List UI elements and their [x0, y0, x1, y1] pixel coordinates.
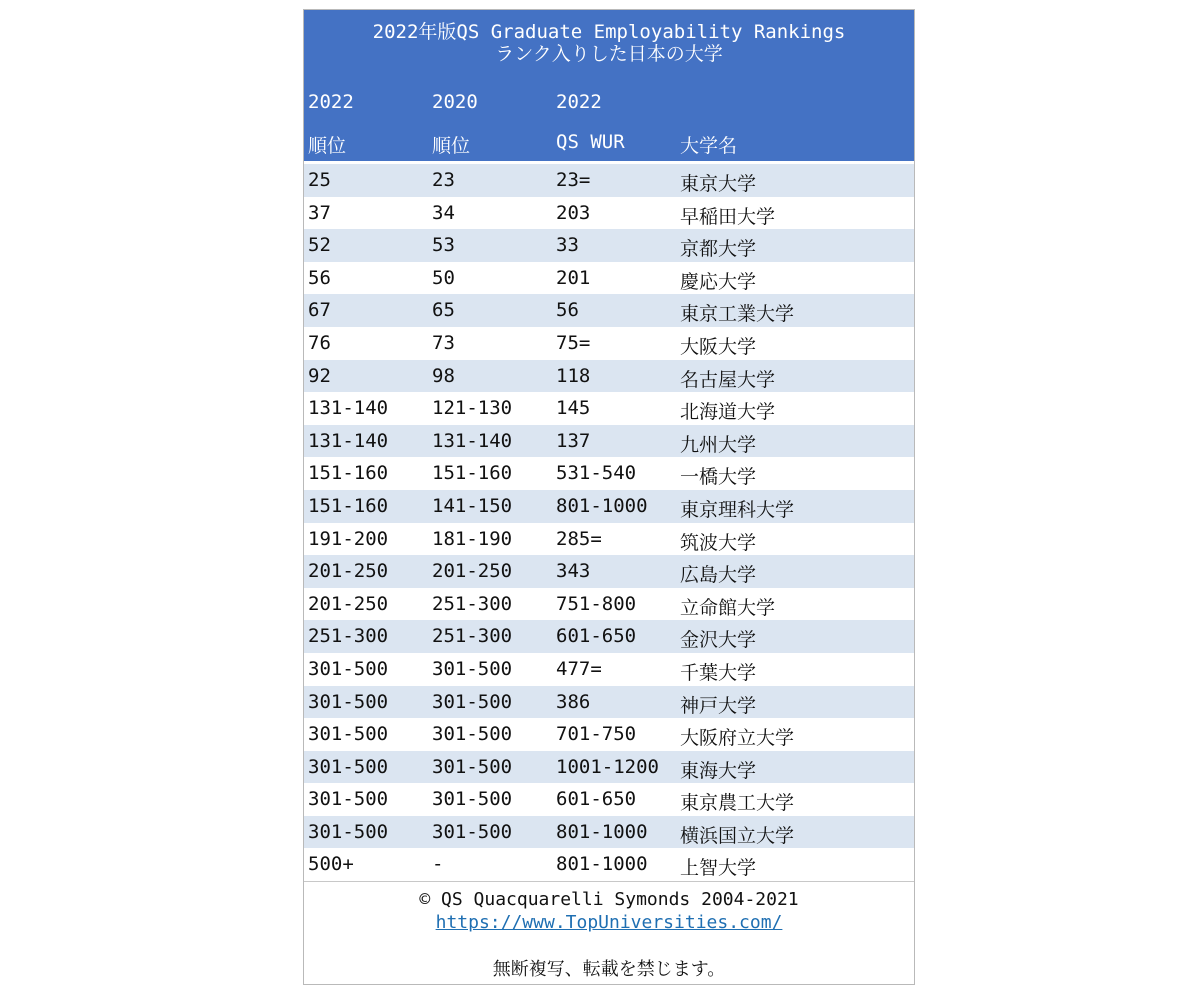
rank-cell: 251-300	[432, 625, 513, 648]
rank-cell: 56	[556, 299, 579, 322]
university-name-cell: 東京大学	[680, 173, 757, 195]
table-footer	[304, 881, 914, 982]
rank-cell: 201-250	[308, 560, 389, 583]
rank-cell: 301-500	[308, 788, 389, 811]
university-name-cell: 千葉大学	[680, 661, 757, 684]
rank-cell: 301-500	[308, 723, 389, 746]
column-header-row-1	[304, 87, 914, 123]
table-row	[304, 164, 914, 197]
copyright-text: © QS Quacquarelli Symonds 2004-2021	[419, 889, 799, 911]
rank-cell: 301-500	[432, 723, 513, 746]
table-row	[304, 816, 914, 849]
column-header: 順位	[308, 135, 347, 157]
table-row	[304, 588, 914, 621]
rank-cell: 386	[556, 690, 591, 713]
rank-cell: 65	[432, 299, 455, 322]
table-row	[304, 751, 914, 784]
table-row	[304, 197, 914, 230]
rank-cell: 141-150	[432, 494, 513, 517]
rank-cell: 701-750	[556, 723, 637, 746]
rank-cell: 98	[432, 364, 455, 387]
rank-cell: 251-300	[308, 625, 389, 648]
column-header: QS WUR	[556, 131, 625, 153]
rank-cell: 801-1000	[556, 853, 648, 876]
rank-cell: 121-130	[432, 397, 513, 420]
rank-cell: 131-140	[308, 397, 389, 420]
rank-cell: 137	[556, 429, 591, 452]
column-header: 順位	[432, 135, 471, 157]
university-name-cell: 神戸大学	[680, 694, 757, 717]
rank-cell: 201-250	[432, 560, 513, 583]
rank-cell: 131-140	[308, 429, 389, 452]
table-header	[304, 10, 914, 161]
table-row	[304, 555, 914, 588]
university-name-cell: 広島大学	[680, 564, 757, 587]
university-name-cell: 筑波大学	[680, 531, 757, 554]
university-name-cell: 金沢大学	[680, 629, 757, 652]
rank-cell: 343	[556, 560, 591, 583]
rank-cell: 301-500	[432, 690, 513, 713]
rank-cell: 23=	[556, 169, 591, 191]
rank-cell: 251-300	[432, 592, 513, 615]
column-header-row-2	[304, 127, 914, 163]
university-name-cell: 大阪大学	[680, 335, 757, 358]
university-name-cell: 早稲田大学	[680, 205, 776, 228]
rank-cell: 23	[432, 169, 455, 191]
university-name-cell: 慶応大学	[680, 270, 757, 293]
rank-cell: 301-500	[432, 755, 513, 778]
rank-cell: 56	[308, 266, 331, 289]
rank-cell: 751-800	[556, 592, 637, 615]
table-row	[304, 620, 914, 653]
rank-cell: 301-500	[308, 755, 389, 778]
rank-cell: 500+	[308, 853, 354, 876]
table-title	[304, 10, 914, 65]
table-body	[304, 164, 914, 881]
table-row	[304, 783, 914, 816]
title-line-2: ランク入りした日本の大学	[495, 43, 723, 65]
rank-cell: 151-160	[308, 494, 389, 517]
rank-cell: 301-500	[432, 657, 513, 680]
table-row	[304, 523, 914, 556]
university-name-cell: 東京理科大学	[680, 498, 795, 521]
university-name-cell: 東海大学	[680, 759, 757, 782]
rank-cell: 50	[432, 266, 455, 289]
rank-cell: 531-540	[556, 462, 637, 485]
rank-cell: 151-160	[432, 462, 513, 485]
rank-cell: -	[432, 853, 444, 876]
university-name-cell: 上智大学	[680, 857, 757, 880]
table-row	[304, 490, 914, 523]
table-row	[304, 392, 914, 425]
rank-cell: 285=	[556, 527, 602, 550]
rank-cell: 477=	[556, 657, 602, 680]
rank-cell: 92	[308, 364, 331, 387]
table-row	[304, 360, 914, 393]
rank-cell: 301-500	[308, 820, 389, 843]
column-header: 大学名	[680, 135, 738, 157]
university-name-cell: 一橋大学	[680, 466, 757, 489]
university-name-cell: 大阪府立大学	[680, 727, 795, 750]
table-row	[304, 262, 914, 295]
rank-cell: 301-500	[308, 657, 389, 680]
rank-cell: 131-140	[432, 429, 513, 452]
rank-cell: 203	[556, 201, 591, 224]
rank-cell: 191-200	[308, 527, 389, 550]
table-row	[304, 457, 914, 490]
rank-cell: 33	[556, 234, 579, 257]
website-link[interactable]: https://www.TopUniversities.com/	[435, 912, 783, 934]
rank-cell: 601-650	[556, 625, 637, 648]
rank-cell: 25	[308, 169, 331, 191]
rank-cell: 75=	[556, 331, 591, 354]
rank-cell: 145	[556, 397, 591, 420]
rank-cell: 301-500	[432, 820, 513, 843]
rank-cell: 67	[308, 299, 331, 322]
table-row	[304, 425, 914, 458]
table-row	[304, 229, 914, 262]
rank-cell: 601-650	[556, 788, 637, 811]
table-row	[304, 294, 914, 327]
table-row	[304, 718, 914, 751]
university-name-cell: 京都大学	[680, 238, 757, 261]
table-row	[304, 848, 914, 881]
university-name-cell: 立命館大学	[680, 596, 776, 619]
table-row	[304, 686, 914, 719]
rank-cell: 118	[556, 364, 591, 387]
rank-cell: 37	[308, 201, 331, 224]
rank-cell: 1001-1200	[556, 755, 659, 778]
university-name-cell: 横浜国立大学	[680, 824, 795, 847]
rank-cell: 181-190	[432, 527, 513, 550]
column-header: 2022	[556, 91, 602, 113]
rank-cell: 801-1000	[556, 494, 648, 517]
table-row	[304, 327, 914, 360]
university-name-cell: 名古屋大学	[680, 368, 776, 391]
title-line-1: 2022年版QS Graduate Employability Rankings	[372, 21, 846, 43]
column-header: 2022	[308, 91, 354, 113]
rank-cell: 301-500	[432, 788, 513, 811]
rank-cell: 34	[432, 201, 455, 224]
rank-cell: 53	[432, 234, 455, 257]
university-name-cell: 東京工業大学	[680, 303, 795, 326]
rank-cell: 301-500	[308, 690, 389, 713]
rank-cell: 201	[556, 266, 591, 289]
rank-cell: 52	[308, 234, 331, 257]
column-header: 2020	[432, 91, 478, 113]
rank-cell: 76	[308, 331, 331, 354]
university-name-cell: 東京農工大学	[680, 792, 795, 815]
rankings-table	[303, 9, 915, 985]
university-name-cell: 北海道大学	[680, 401, 776, 424]
table-row	[304, 653, 914, 686]
university-name-cell: 九州大学	[680, 433, 757, 456]
rank-cell: 201-250	[308, 592, 389, 615]
rank-cell: 73	[432, 331, 455, 354]
rank-cell: 801-1000	[556, 820, 648, 843]
reproduction-notice: 無断複写、転載を禁じます。	[492, 959, 726, 981]
rank-cell: 151-160	[308, 462, 389, 485]
